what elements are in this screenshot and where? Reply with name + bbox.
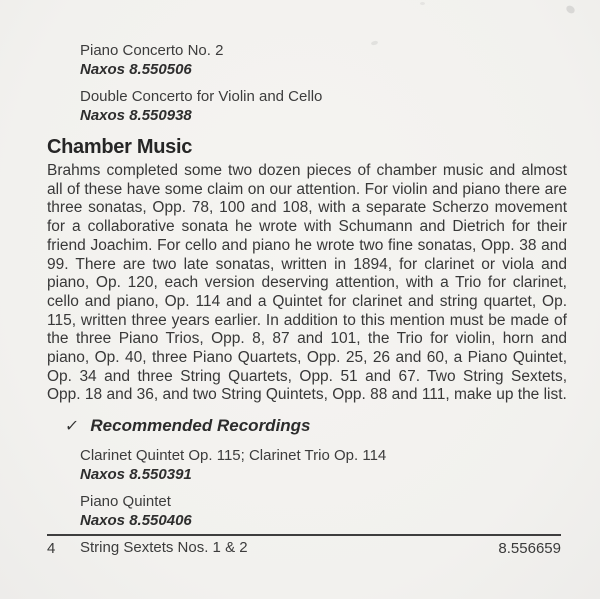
recording-catalog: Naxos 8.550391 [80, 466, 192, 484]
recording-item [80, 41, 567, 79]
recommended-recordings-heading [65, 415, 567, 438]
recording-catalog: Naxos 8.550506 [80, 61, 192, 78]
recording-title: Piano Concerto No. 2 [80, 42, 224, 59]
recording-title: Clarinet Quintet Op. 115; Clarinet Trio Op. 114 [80, 447, 387, 465]
recording-item [80, 446, 567, 484]
recommended-heading-label: Recommended Recordings [90, 416, 311, 436]
section-heading: Chamber Music [47, 136, 193, 158]
recording-title: String Sextets Nos. 1 & 2 [80, 539, 248, 557]
recording-catalog: Naxos 8.550406 [80, 512, 192, 530]
section-body-paragraph: Brahms completed some two dozen pieces of chamber music and almost all of these have some claim on our attention. For violin and piano there are three sonatas, Opp. 78, 100 and 108, with a separate Scherzo movement for a collaborative sonata he wrote with Schumann and Dietrich for their friend Joachim. For cello and piano he wrote two fine sonatas, Opp. 38 and 99. There are two late sonatas, written in 1894, for clarinet or viola and piano, Op. 120, each version deserving attention, with a Trio for clarinet, cello and piano, Op. 114 and a Quintet for clarinet and string quartet, Op. 115, written three years earlier. In addition to this mention must be made of the three Piano Trios, Opp. 8, 87 and 101, the Trio for violin, horn and piano, Op. 40, three Piano Quartets, Opp. 25, 26 and 60, a Piano Quintet, Op. 34 and three String Quartets, Opp. 51 and 67. Two String Sextets, Opp. 18 and 36, and two String Quintets, Opp. 88 and 111, make up the list. [47, 162, 567, 404]
recording-item [80, 492, 567, 530]
page-content [47, 41, 567, 565]
recording-title: Piano Quintet [80, 493, 171, 511]
recording-item [80, 87, 567, 125]
recording-catalog: Naxos 8.550938 [80, 107, 192, 124]
recordings-list-top [80, 41, 567, 125]
page-number: 4 [47, 540, 56, 557]
scan-speck [565, 4, 576, 15]
checkmark-icon: ✓ [63, 418, 80, 436]
recording-title: Double Concerto for Violin and Cello [80, 88, 323, 105]
scan-speck [420, 2, 425, 5]
catalog-number: 8.556659 [498, 540, 561, 557]
page-footer [47, 534, 561, 557]
